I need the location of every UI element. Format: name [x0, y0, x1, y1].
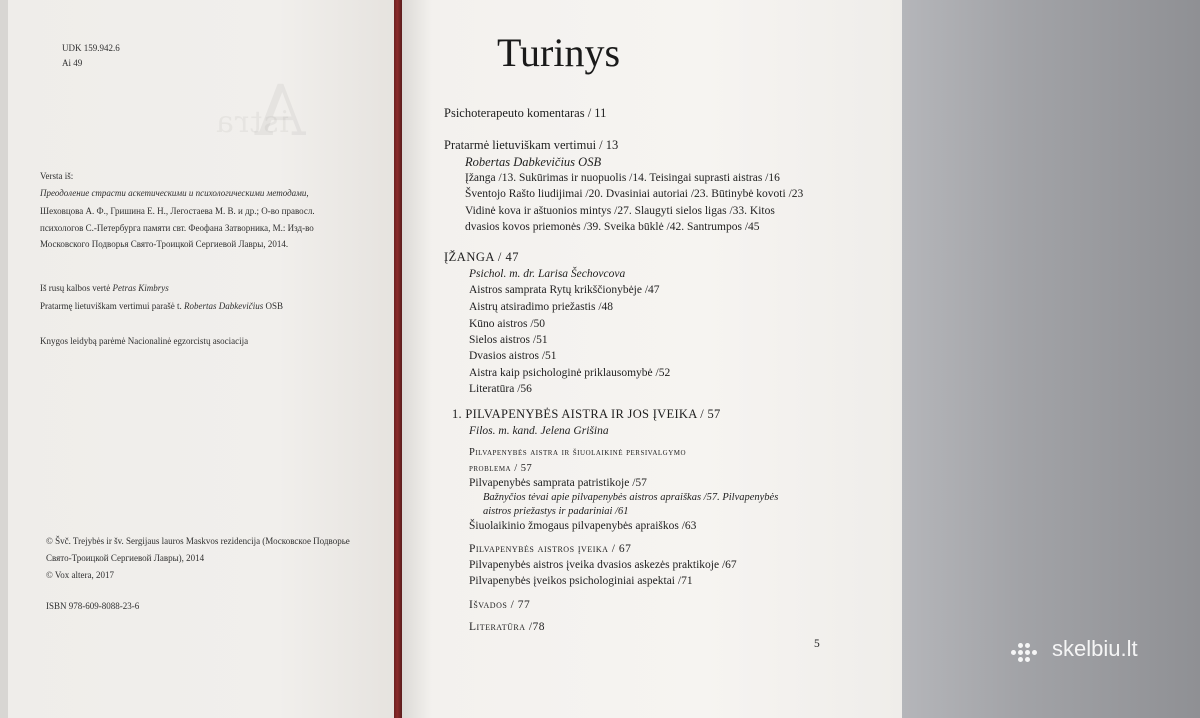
- background-right: [900, 0, 1200, 718]
- toc-ch1-section-2: Pilvapenybės aistros įveika / 67: [469, 543, 632, 555]
- source-publisher-cont: Московского Подворья Свято-Троицкой Сергиевой Лавры, 2014.: [40, 239, 289, 249]
- toc-intro-item: Sielos aistros /51: [469, 334, 548, 346]
- udk-code: UDK 159.942.6: [62, 43, 120, 53]
- isbn: ISBN 978-609-8088-23-6: [46, 601, 140, 611]
- source-authors: Шеховцова А. Ф., Гришина Е. Н., Легостаева М. В. и др.; О-во правосл.: [40, 206, 315, 216]
- toc-conclusions: Išvados / 77: [469, 599, 531, 611]
- show-through-text: [215, 105, 289, 140]
- watermark-text: skelbiu.lt: [1052, 636, 1138, 661]
- toc-intro-author: Psichol. m. dr. Larisa Šechovcova: [469, 268, 626, 280]
- preface-prefix: Pratarmę lietuviškam vertimui parašė t.: [40, 301, 184, 311]
- translator-prefix: Iš rusų kalbos vertė: [40, 283, 113, 293]
- toc-intro-item: Kūno aistros /50: [469, 318, 546, 330]
- preface-author-name: Robertas Dabkevičius: [183, 301, 264, 311]
- translator-name: Petras Kimbrys: [112, 283, 169, 293]
- toc-preface-line-2: Šventojo Rašto liudijimai /20. Dvasiniai autoriai /23. Būtinybė kovoti /23: [465, 188, 804, 200]
- catalog-code: Ai 49: [62, 58, 83, 68]
- toc-entry-commentary: Psichoterapeuto komentaras / 11: [444, 106, 607, 120]
- toc-preface-line-4: dvasios kovos priemonės /39. Sveika būklė /42. Santrumpos /45: [465, 221, 760, 233]
- sponsor-note: Knygos leidybą parėmė Nacionalinė egzorcistų asociacija: [40, 336, 249, 346]
- toc-chapter-1-heading: 1. PILVAPENYBĖS AISTRA IR JOS ĮVEIKA / 57: [452, 407, 721, 421]
- toc-ch1-item-4: Pilvapenybės įveikos psichologiniai aspektai /71: [469, 575, 693, 587]
- toc-ch1-item-2: Šiuolaikinio žmogaus pilvapenybės apraiškos /63: [469, 520, 697, 532]
- translator-credit: [40, 282, 169, 294]
- toc-title: Turinys: [497, 30, 621, 75]
- toc-ch1-section-1-line-2: problema / 57: [469, 463, 533, 474]
- toc-chapter-1-author: Filos. m. kand. Jelena Grišina: [469, 425, 609, 437]
- toc-intro-heading: ĮŽANGA / 47: [444, 250, 519, 264]
- toc-ch1-item-3: Pilvapenybės aistros įveika dvasios askezės praktikoje /67: [469, 559, 737, 571]
- toc-entry-preface: Pratarmė lietuviškam vertimui / 13: [444, 138, 619, 152]
- toc-preface-line-1: Įžanga /13. Sukūrimas ir nuopuolis /14. Teisingai suprasti aistras /16: [465, 172, 780, 184]
- toc-ch1-subitem-line-1: Bažnyčios tėvai apie pilvapenybės aistros apraiškas /57. Pilvapenybės: [483, 492, 779, 503]
- watermark-logo-icon: [1011, 643, 1047, 663]
- toc-literature: Literatūra /78: [469, 621, 546, 633]
- toc-preface-author: Robertas Dabkevičius OSB: [465, 155, 602, 169]
- translated-from-label: Versta iš:: [40, 171, 74, 181]
- background-left-edge: [0, 0, 8, 718]
- toc-intro-item: Aistrų atsiradimo priežastis /48: [469, 301, 614, 313]
- copyright-line-1: © Švč. Trejybės ir šv. Sergijaus lauros Maskvos rezidencija (Московское Подворье: [46, 536, 350, 546]
- book-spine: [394, 0, 402, 718]
- source-publisher: психологов С.-Петербурга памяти свт. Феофана Затворника, М.: Изд-во: [40, 223, 314, 233]
- toc-ch1-subitem-line-2: aistros priežastys ir padariniai /61: [483, 506, 629, 517]
- toc-intro-item: Literatūra /56: [469, 383, 532, 395]
- toc-ch1-section-1-line-1: Pilvapenybės aistra ir šiuolaikinė persivalgymo: [469, 447, 687, 458]
- toc-intro-item: Aistros samprata Rytų krikščionybėje /47: [469, 284, 660, 296]
- preface-suffix: OSB: [263, 301, 283, 311]
- preface-credit: [40, 300, 283, 312]
- toc-preface-line-3: Vidinė kova ir aštuonios mintys /27. Slaugyti sielos ligas /33. Kitos: [465, 205, 775, 217]
- source-title: Преодоление страсти аскетическими и психологическими методами,: [40, 188, 309, 198]
- toc-intro-item: Aistra kaip psichologinė priklausomybė /52: [469, 367, 671, 379]
- toc-intro-item: Dvasios aistros /51: [469, 350, 557, 362]
- copyright-line-2: Свято-Троицкой Сергиевой Лавры), 2014: [46, 553, 205, 563]
- page-number: 5: [814, 638, 820, 650]
- toc-ch1-item-1: Pilvapenybės samprata patristikoje /57: [469, 477, 647, 489]
- copyright-line-3: © Vox altera, 2017: [46, 570, 114, 580]
